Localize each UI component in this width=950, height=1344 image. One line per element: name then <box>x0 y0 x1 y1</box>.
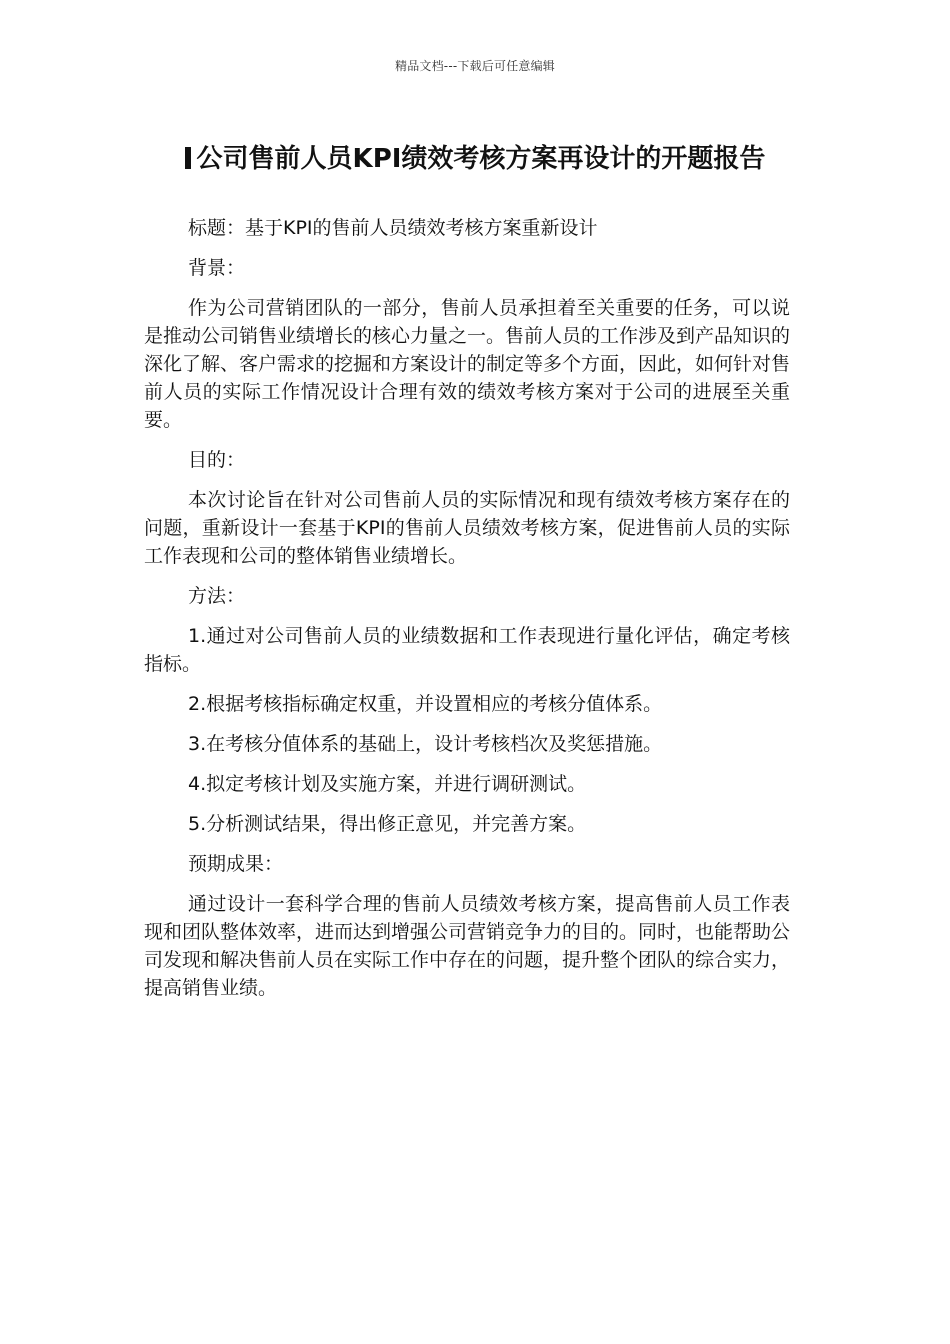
heading-method: 方法： <box>188 585 246 607</box>
paragraph-expected-results: 通过设计一套科学合理的售前人员绩效考核方案，提高售前人员工作表现和团队整体效率，进而达到增强公司营销竞争力的目的。同时，也能帮助公司发现和解决售前人员在实际工作中存在的问题，提升整个团队的综合实力，提高销售业绩。 <box>144 893 791 999</box>
method-item-1: 1.通过对公司售前人员的业绩数据和工作表现进行量化评估，确定考核指标。 <box>144 625 790 675</box>
title-marker-bar <box>185 147 191 169</box>
page-header: 精品文档---下载后可任意编辑 <box>395 59 555 73</box>
paragraph-background: 作为公司营销团队的一部分，售前人员承担着至关重要的任务，可以说是推动公司销售业绩增长的核心力量之一。售前人员的工作涉及到产品知识的深化了解、客户需求的挖掘和方案设计的制定等多个方面，因此，如何针对售前人员的实际工作情况设计合理有效的绩效考核方案对于公司的进展至关重要。 <box>144 297 791 431</box>
method-item-4: 4.拟定考核计划及实施方案，并进行调研测试。 <box>188 773 587 795</box>
method-item-2: 2.根据考核指标确定权重，并设置相应的考核分值体系。 <box>188 693 663 715</box>
paragraph-title-line: 标题：基于KPI的售前人员绩效考核方案重新设计 <box>188 217 598 239</box>
document-title-text: 公司售前人员KPI绩效考核方案再设计的开题报告 <box>196 144 766 174</box>
method-item-5: 5.分析测试结果，得出修正意见，并完善方案。 <box>188 813 587 835</box>
document-body <box>144 214 790 1014</box>
method-item-3: 3.在考核分值体系的基础上，设计考核档次及奖惩措施。 <box>188 733 663 755</box>
document-title <box>0 138 950 175</box>
paragraph-purpose: 本次讨论旨在针对公司售前人员的实际情况和现有绩效考核方案存在的问题，重新设计一套基于KPI的售前人员绩效考核方案，促进售前人员的实际工作表现和公司的整体销售业绩增长。 <box>144 489 790 567</box>
heading-purpose: 目的： <box>188 449 246 471</box>
heading-expected-results: 预期成果： <box>188 853 284 875</box>
heading-background: 背景： <box>188 257 246 279</box>
